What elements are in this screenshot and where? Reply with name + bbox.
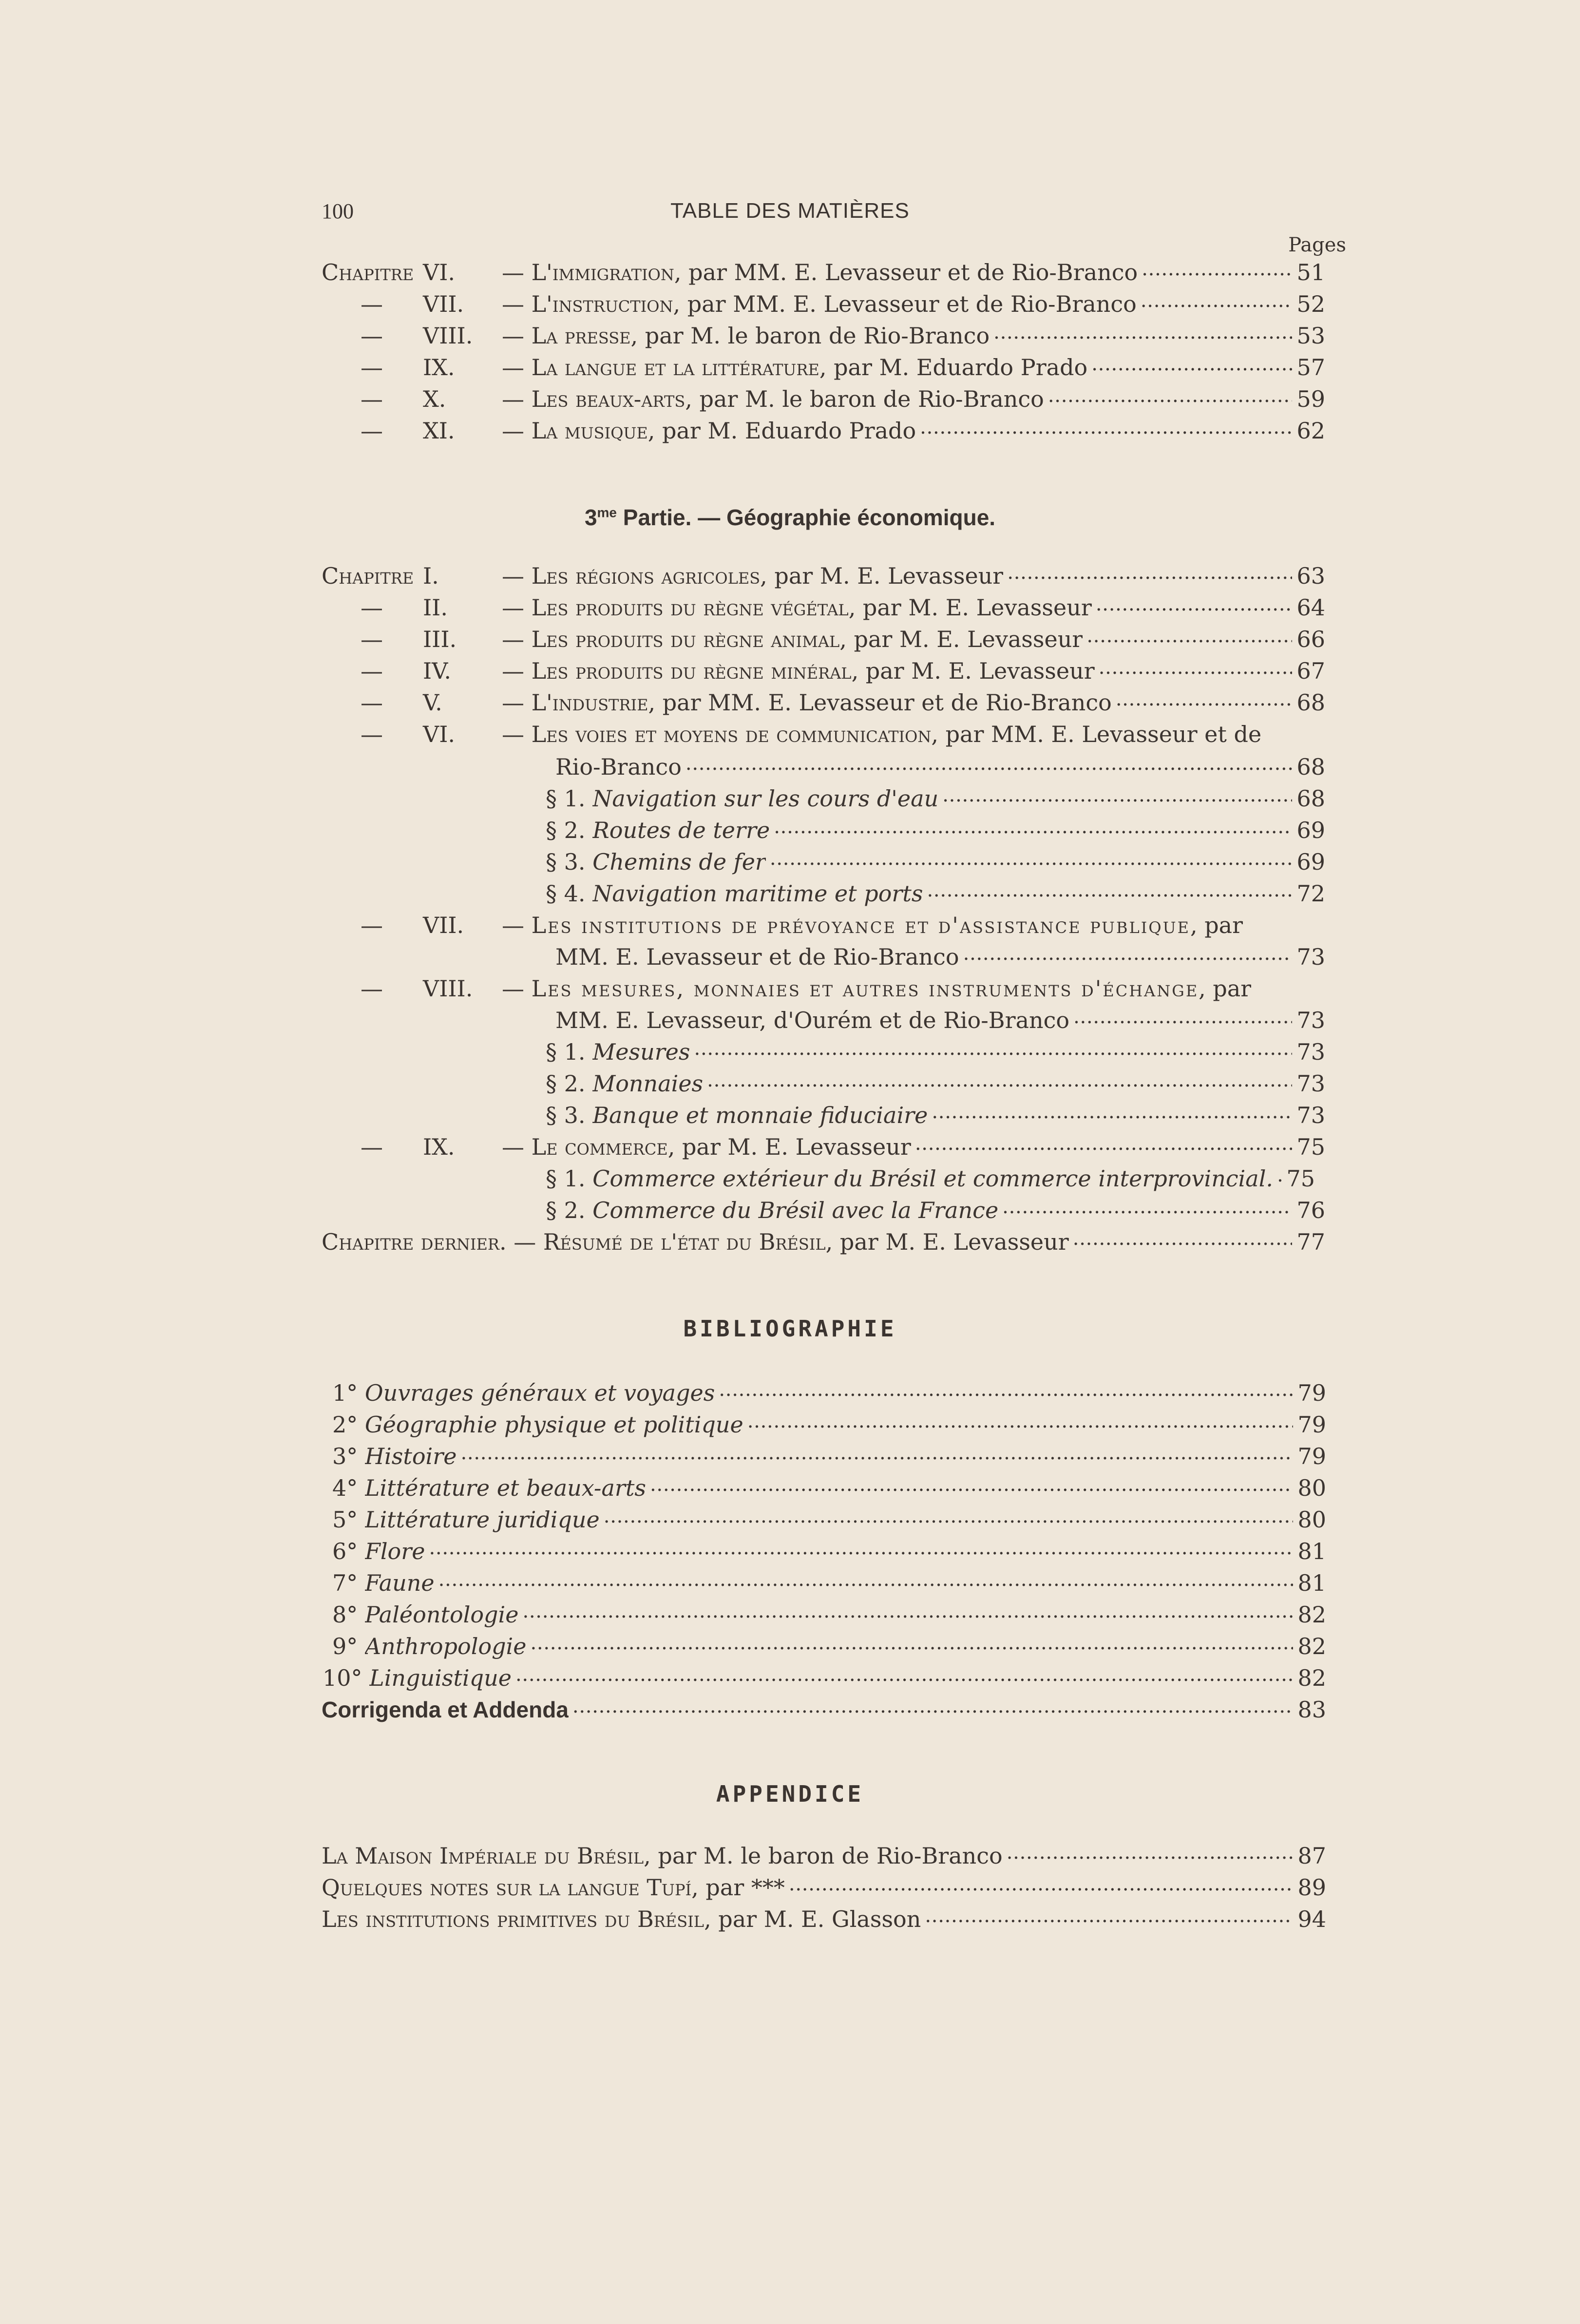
- part-number-suffix: me: [597, 505, 617, 520]
- section-title: Chemins de fer: [592, 849, 766, 875]
- section-title: Monnaies: [592, 1070, 704, 1097]
- page-ref: 73: [1296, 1070, 1325, 1097]
- page-ref: 66: [1296, 626, 1325, 652]
- section-sign: § 2.: [546, 817, 586, 843]
- bibliography-item[interactable]: [332, 1475, 1326, 1506]
- item-title: Quelques notes sur la langue Tupí: [322, 1874, 692, 1901]
- chapter-author: , par: [1199, 975, 1252, 1002]
- chapter-label: —: [361, 721, 383, 747]
- section-title: Commerce du Brésil avec la France: [592, 1197, 999, 1223]
- leader-dots: [1002, 1199, 1292, 1218]
- leader-dots: [1073, 1009, 1292, 1028]
- page-ref: 68: [1296, 689, 1325, 716]
- chapter-title: Les produits du règne animal: [531, 626, 840, 652]
- page-number: 100: [322, 199, 354, 223]
- bibliography-item[interactable]: [332, 1506, 1326, 1538]
- chapter-label: Chapitre: [322, 563, 414, 589]
- corrigenda-entry[interactable]: [322, 1696, 1326, 1728]
- chapter-title: Les voies et moyens de communication: [531, 721, 932, 747]
- section-entry[interactable]: [546, 1197, 1325, 1228]
- chapter-title: L'immigration: [531, 259, 674, 286]
- page-ref: 62: [1296, 418, 1325, 444]
- page-ref: 82: [1297, 1601, 1326, 1628]
- chapter-title: Les beaux-arts: [531, 386, 685, 412]
- chapter-label: —: [361, 386, 383, 412]
- leader-dots: [932, 1104, 1292, 1123]
- leader-dots: [460, 1445, 1293, 1464]
- section-title: Navigation maritime et ports: [592, 880, 923, 907]
- leader-dots: [429, 1540, 1293, 1559]
- leader-dots: [747, 1413, 1293, 1432]
- chapter-title: L'industrie: [531, 689, 648, 716]
- toc-entry[interactable]: — L'industrie, par MM. E. Levasseur et de Rio-Branco . . . 68: [502, 689, 1325, 721]
- chapter-title: Les produits du règne minéral: [531, 658, 852, 684]
- chapter-number: I.: [423, 563, 439, 589]
- leader-dots: [438, 1571, 1293, 1591]
- leader-dots: [1048, 387, 1292, 407]
- page-ref: 63: [1296, 563, 1325, 589]
- item-number: 2°: [332, 1411, 358, 1438]
- chapter-label: —: [361, 689, 383, 716]
- chapter-author: , par M. E. Levasseur: [667, 1134, 911, 1160]
- leader-dots: [942, 787, 1292, 806]
- chapter-number: VIII.: [423, 323, 473, 349]
- page-ref: 82: [1297, 1665, 1326, 1691]
- page-ref: 53: [1296, 323, 1325, 349]
- chapter-author: , par M. E. Levasseur: [851, 658, 1095, 684]
- item-number: 4°: [332, 1475, 358, 1501]
- leader-dots: [1142, 261, 1292, 280]
- page-ref: 64: [1296, 594, 1325, 621]
- leader-dots: [1007, 564, 1292, 584]
- toc-entry-line1[interactable]: — Les mesures, monnaies et autres instruments d'échange, par: [502, 975, 1252, 1002]
- chapter-number: III.: [423, 626, 457, 652]
- page-ref: 68: [1296, 785, 1325, 812]
- toc-entry-last-chapter[interactable]: [322, 1229, 1325, 1260]
- chapter-title: Les institutions de prévoyance et d'assistance publique: [531, 912, 1190, 938]
- item-title: Géographie physique et politique: [364, 1411, 743, 1438]
- page-ref: 59: [1296, 386, 1325, 412]
- chapter-number: VI.: [423, 259, 456, 286]
- chapter-title: Les produits du règne végétal: [531, 594, 849, 621]
- bibliography-item[interactable]: [332, 1411, 1326, 1443]
- toc-entry-line1[interactable]: — Les voies et moyens de communication, par MM. E. Levasseur et de: [502, 721, 1262, 747]
- section-sign: § 4.: [546, 880, 586, 907]
- bibliography-item[interactable]: [323, 1665, 1326, 1696]
- chapter-label: —: [361, 626, 383, 652]
- item-number: 1°: [332, 1380, 358, 1406]
- chapter-author: , par MM. E. Levasseur et de: [931, 721, 1262, 747]
- chapter-title: Les régions agricoles: [531, 563, 761, 589]
- section-sign: § 3.: [546, 1102, 586, 1128]
- chapter-label: —: [361, 658, 383, 684]
- leader-dots: [915, 1135, 1292, 1155]
- chapter-number: VI.: [423, 721, 456, 747]
- chapter-author-cont: MM. E. Levasseur et de Rio-Branco: [555, 944, 959, 970]
- chapter-author: , par M. Eduardo Prado: [819, 354, 1088, 381]
- item-title: Linguistique: [369, 1665, 512, 1691]
- page-ref: 68: [1296, 754, 1325, 780]
- toc-entry[interactable]: — L'instruction, par MM. E. Levasseur et de Rio-Branco . . . 52: [502, 291, 1325, 322]
- page-ref: 87: [1297, 1843, 1326, 1869]
- page-ref: 82: [1297, 1633, 1326, 1659]
- chapter-author: , par M. Eduardo Prado: [647, 418, 916, 444]
- leader-dots: [1091, 356, 1292, 375]
- chapter-title: Le commerce: [531, 1134, 668, 1160]
- chapter-number: IX.: [423, 1134, 455, 1160]
- bibliographie-heading: BIBLIOGRAPHIE: [683, 1315, 897, 1342]
- section-entry[interactable]: [546, 1102, 1325, 1133]
- chapter-number: XI.: [423, 418, 455, 444]
- chapter-title: La langue et la littérature: [531, 354, 819, 381]
- leader-dots: [604, 1508, 1293, 1527]
- leader-dots: [530, 1635, 1293, 1654]
- leader-dots: [572, 1698, 1293, 1717]
- section-sign: § 1.: [546, 785, 586, 812]
- leader-dots: [685, 755, 1292, 775]
- page-ref: 73: [1296, 944, 1325, 970]
- toc-entry[interactable]: — Les produits du règne minéral, par M. E. Levasseur . . . 67: [502, 658, 1325, 689]
- toc-entry[interactable]: — Les produits du règne animal, par M. E. Levasseur . . . 66: [502, 626, 1325, 657]
- chapter-label: —: [361, 323, 383, 349]
- section-sign: § 1.: [546, 1165, 586, 1192]
- item-number: 10°: [323, 1665, 362, 1691]
- appendix-item[interactable]: [322, 1843, 1326, 1874]
- item-title: Faune: [364, 1570, 435, 1596]
- page-ref: 73: [1296, 1007, 1325, 1033]
- item-author: , par M. E. Glasson: [704, 1906, 921, 1932]
- item-number: 9°: [332, 1633, 358, 1659]
- page-ref: 77: [1296, 1229, 1325, 1255]
- toc-entry[interactable]: — Les beaux-arts, par M. le baron de Rio-Branco . . . 59: [502, 386, 1325, 417]
- leader-dots: [1096, 596, 1292, 615]
- leader-dots: [920, 419, 1292, 438]
- item-title: La Maison Impériale du Brésil: [322, 1843, 644, 1869]
- chapter-title: Les mesures, monnaies et autres instruments d'échange: [531, 975, 1199, 1002]
- section-title: Commerce extérieur du Brésil et commerce interprovincial.: [592, 1165, 1274, 1192]
- page-ref: 81: [1297, 1570, 1326, 1596]
- toc-entry[interactable]: — La langue et la littérature, par M. Eduardo Prado . . . 57: [502, 354, 1325, 385]
- chapter-number: VII.: [423, 291, 464, 317]
- item-number: 3°: [332, 1443, 358, 1469]
- page-ref: 67: [1296, 658, 1325, 684]
- leader-dots: [694, 1040, 1292, 1060]
- page-ref: 73: [1296, 1039, 1325, 1065]
- item-title: Paléontologie: [364, 1601, 519, 1628]
- chapter-author: , par MM. E. Levasseur et de Rio-Branco: [648, 689, 1112, 716]
- chapter-title: La musique: [531, 418, 648, 444]
- page-ref: 81: [1297, 1538, 1326, 1564]
- leader-dots: [650, 1476, 1293, 1496]
- item-number: 6°: [332, 1538, 358, 1564]
- item-title: Histoire: [364, 1443, 457, 1469]
- toc-entry[interactable]: — L'immigration, par MM. E. Levasseur et de Rio-Branco . . . 51: [502, 259, 1325, 290]
- chapter-author: , par M. le baron de Rio-Branco: [685, 386, 1044, 412]
- leader-dots: [1073, 1230, 1292, 1250]
- item-author: , par M. le baron de Rio-Branco: [644, 1843, 1003, 1869]
- chapter-author: , par M. le baron de Rio-Branco: [630, 323, 990, 349]
- section-entry[interactable]: [546, 1070, 1325, 1102]
- bibliography-item[interactable]: [332, 1633, 1326, 1664]
- page-ref: 79: [1297, 1411, 1326, 1438]
- page-ref: 89: [1297, 1874, 1326, 1901]
- item-title: Ouvrages généraux et voyages: [364, 1380, 715, 1406]
- section-title: Routes de terre: [592, 817, 770, 843]
- page-ref: 75: [1296, 1134, 1325, 1160]
- page-ref: 75: [1286, 1165, 1315, 1192]
- leader-dots: [1116, 691, 1292, 710]
- page-ref: 72: [1296, 880, 1325, 907]
- leader-dots: [1099, 659, 1292, 679]
- leader-dots: [1141, 292, 1292, 312]
- chapter-number: IV.: [423, 658, 451, 684]
- section-entry[interactable]: [546, 849, 1325, 880]
- bibliography-item[interactable]: [332, 1601, 1326, 1633]
- item-author: , par ***: [691, 1874, 785, 1901]
- section-sign: § 1.: [546, 1039, 586, 1065]
- chapter-author-cont: MM. E. Levasseur, d'Ourém et de Rio-Branco: [555, 1007, 1070, 1033]
- chapter-author: , par M. E. Levasseur: [839, 626, 1083, 652]
- chapter-number: V.: [423, 689, 442, 716]
- leader-dots: [707, 1072, 1292, 1091]
- item-number: 8°: [332, 1601, 358, 1628]
- section-sign: § 2.: [546, 1070, 586, 1097]
- leader-dots: [993, 324, 1292, 343]
- item-title: Littérature juridique: [364, 1506, 600, 1533]
- page-ref: 79: [1297, 1380, 1326, 1406]
- chapter-author: , par M. E. Levasseur: [848, 594, 1092, 621]
- page-ref: 94: [1297, 1906, 1326, 1932]
- leader-dots: [515, 1666, 1293, 1686]
- leader-dots: [925, 1907, 1293, 1927]
- chapter-number: VIII.: [423, 975, 473, 1002]
- chapter-label: —: [361, 912, 383, 938]
- chapter-author: , par M. E. Levasseur: [825, 1229, 1069, 1255]
- leader-dots: [770, 850, 1292, 870]
- page-ref: 69: [1296, 817, 1325, 843]
- leader-dots: [1007, 1844, 1293, 1864]
- leader-dots: [719, 1381, 1293, 1401]
- leader-dots: [789, 1876, 1293, 1895]
- appendix-item[interactable]: [322, 1874, 1326, 1905]
- item-title: Flore: [364, 1538, 425, 1564]
- page-ref: 79: [1297, 1443, 1326, 1469]
- chapter-author: , par MM. E. Levasseur et de Rio-Branco: [673, 291, 1137, 317]
- chapter-title: L'instruction: [531, 291, 673, 317]
- section-sign: § 3.: [546, 849, 586, 875]
- appendice-heading: APPENDICE: [716, 1781, 864, 1807]
- part-number: 3: [584, 505, 597, 530]
- page-ref: 83: [1297, 1696, 1326, 1723]
- toc-entry[interactable]: — Les régions agricoles, par M. E. Levasseur . . . 63: [502, 563, 1325, 594]
- chapter-label: —: [361, 594, 383, 621]
- chapter-author: , par M. E. Levasseur: [760, 563, 1004, 589]
- section-entry[interactable]: [546, 880, 1325, 912]
- corrigenda-title: Corrigenda et Addenda: [322, 1697, 569, 1722]
- chapter-number: X.: [423, 386, 446, 412]
- bibliography-item[interactable]: [332, 1380, 1326, 1411]
- chapter-number: IX.: [423, 354, 455, 381]
- toc-entry-line2[interactable]: [555, 754, 1325, 785]
- bibliography-item[interactable]: [332, 1443, 1326, 1474]
- page-ref: 80: [1297, 1506, 1326, 1533]
- leader-dots: [1277, 1167, 1282, 1186]
- bibliography-item[interactable]: [332, 1538, 1326, 1569]
- toc-entry-line2[interactable]: [555, 944, 1325, 975]
- page-title: TABLE DES MATIÈRES: [670, 199, 910, 223]
- page-ref: 51: [1296, 259, 1325, 286]
- item-number: 7°: [332, 1570, 358, 1596]
- section-entry[interactable]: [546, 817, 1325, 848]
- toc-entry-line2[interactable]: [555, 1007, 1325, 1038]
- chapter-author: , par: [1190, 912, 1243, 938]
- part-title: Partie. — Géographie économique.: [617, 505, 996, 530]
- section-title: Banque et monnaie fiduciaire: [592, 1102, 928, 1128]
- appendix-item[interactable]: [322, 1906, 1326, 1937]
- section-entry[interactable]: [546, 1165, 1325, 1197]
- chapter-label: —: [361, 975, 383, 1002]
- item-title: Anthropologie: [364, 1633, 527, 1659]
- chapter-label: Chapitre: [322, 259, 414, 286]
- chapter-label: —: [361, 354, 383, 381]
- section-title: Mesures: [592, 1039, 690, 1065]
- chapter-label: Chapitre dernier. —: [322, 1229, 536, 1255]
- toc-entry[interactable]: — La presse, par M. le baron de Rio-Branco . . . 53: [502, 323, 1325, 354]
- toc-entry[interactable]: — La musique, par M. Eduardo Prado . . . 62: [502, 418, 1325, 449]
- leader-dots: [522, 1603, 1293, 1622]
- page-ref: 76: [1296, 1197, 1325, 1223]
- item-title: Les institutions primitives du Brésil: [322, 1906, 704, 1932]
- chapter-label: —: [361, 418, 383, 444]
- chapter-author: , par MM. E. Levasseur et de Rio-Branco: [674, 259, 1138, 286]
- item-number: 5°: [332, 1506, 358, 1533]
- page-ref: 57: [1296, 354, 1325, 381]
- leader-dots: [1086, 628, 1292, 647]
- toc-entry-line1[interactable]: — Les institutions de prévoyance et d'assistance publique, par: [502, 912, 1243, 938]
- page-ref: 69: [1296, 849, 1325, 875]
- chapter-label: —: [361, 291, 383, 317]
- page-ref: 73: [1296, 1102, 1325, 1128]
- leader-dots: [774, 819, 1292, 838]
- page-ref: 80: [1297, 1475, 1326, 1501]
- toc-entry[interactable]: — Le commerce, par M. E. Levasseur . . . 75: [502, 1134, 1325, 1165]
- chapter-number: VII.: [423, 912, 464, 938]
- leader-dots: [963, 945, 1292, 965]
- section-sign: § 2.: [546, 1197, 586, 1223]
- section-entry[interactable]: [546, 785, 1325, 817]
- bibliography-item[interactable]: [332, 1570, 1326, 1601]
- chapter-number: II.: [423, 594, 448, 621]
- chapter-author-cont: Rio-Branco: [555, 754, 682, 780]
- item-title: Littérature et beaux-arts: [364, 1475, 646, 1501]
- section-entry[interactable]: [546, 1039, 1325, 1070]
- pages-column-label: Pages: [1288, 234, 1346, 256]
- page-ref: 52: [1296, 291, 1325, 317]
- chapter-title: La presse: [531, 323, 631, 349]
- toc-entry[interactable]: — Les produits du règne végétal, par M. E. Levasseur . . . 64: [502, 594, 1325, 626]
- chapter-title: Résumé de l'état du Brésil: [543, 1229, 826, 1255]
- chapter-label: —: [361, 1134, 383, 1160]
- part3-heading: [0, 504, 1580, 531]
- leader-dots: [927, 882, 1292, 901]
- section-title: Navigation sur les cours d'eau: [592, 785, 939, 812]
